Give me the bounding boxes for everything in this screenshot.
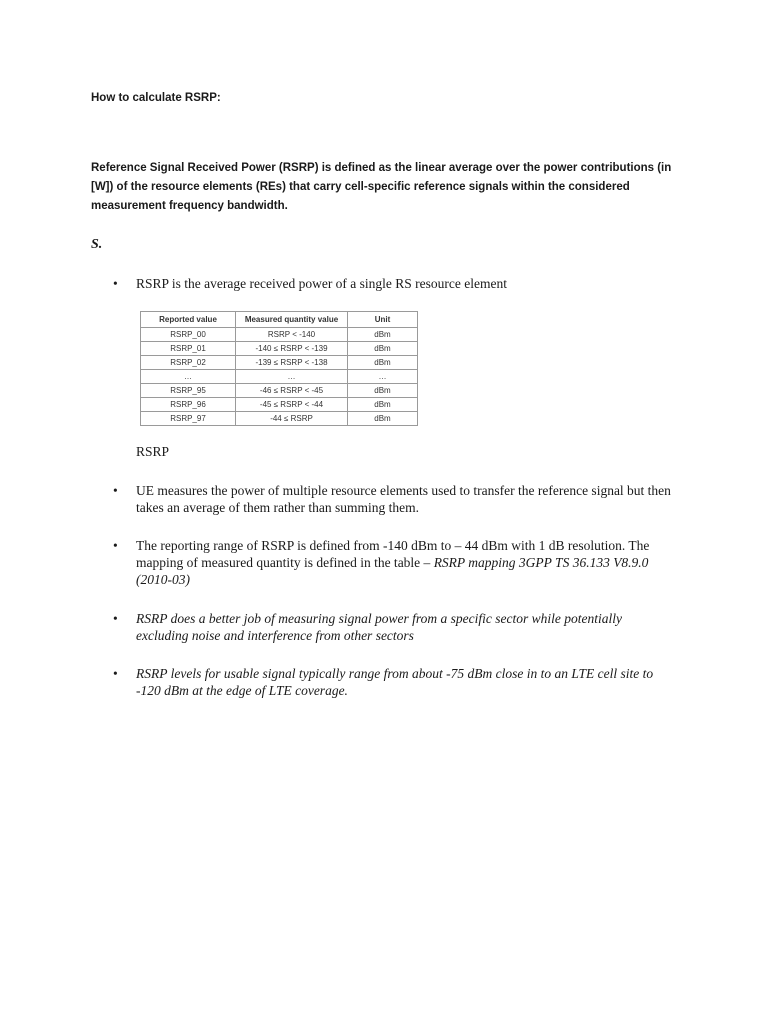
bullet-text: RSRP is the average received power of a single RS resource element [136, 276, 508, 291]
bullet-item-5 [113, 665, 673, 699]
table-cell: RSRP_97 [141, 412, 236, 426]
table-cell: RSRP_00 [141, 328, 236, 342]
table-cell: dBm [348, 356, 418, 370]
table-cell: RSRP_01 [141, 342, 236, 356]
table-row [141, 328, 418, 342]
table-row [141, 356, 418, 370]
bullet-text: RSRP does a better job of measuring signal power from a specific sector while potentially excluding noise and interference from other sectors [136, 611, 622, 643]
column-header-reported-value: Reported value [141, 312, 236, 328]
bullet-icon: • [113, 538, 118, 553]
table-row [141, 342, 418, 356]
table-cell: -139 ≤ RSRP < -138 [236, 356, 348, 370]
bullet-icon: • [113, 483, 118, 498]
table-row [141, 412, 418, 426]
bullet-item-4 [113, 610, 673, 644]
bullet-item-2 [113, 482, 673, 516]
table-cell: RSRP_02 [141, 356, 236, 370]
bullet-text-plain: The reporting range of RSRP is defined from -140 dBm to – 44 dBm with 1 dB resolution. The mapping of measured quantity is defined in the table – [136, 538, 650, 570]
table-cell: RSRP_95 [141, 384, 236, 398]
table-cell: -46 ≤ RSRP < -45 [236, 384, 348, 398]
bullet-text: UE measures the power of multiple resource elements used to transfer the reference signal but then takes an average of them rather than summing them. [136, 483, 671, 515]
table-caption: RSRP [136, 444, 170, 459]
table-cell: dBm [348, 328, 418, 342]
column-header-measured-quantity: Measured quantity value [236, 312, 348, 328]
rsrp-definition [91, 159, 691, 216]
bullet-item-3 [113, 537, 673, 588]
rsrp-mapping-table-wrapper [140, 311, 418, 426]
section-marker: S. [91, 237, 103, 252]
bullet-item-1 [113, 275, 673, 292]
bullet-text [136, 537, 673, 588]
definition-text: is defined as the linear average over the power contributions (in [W]) of the resource elements (REs) that carry cell-specific reference signals within the considered measurement frequency bandwidth. [91, 162, 672, 212]
table-cell: dBm [348, 412, 418, 426]
table-cell: dBm [348, 384, 418, 398]
bullet-icon: • [113, 666, 118, 681]
table-cell: … [348, 370, 418, 384]
table-cell: dBm [348, 342, 418, 356]
table-row [141, 398, 418, 412]
table-cell: … [236, 370, 348, 384]
table-cell: dBm [348, 398, 418, 412]
bullet-text: RSRP levels for usable signal typically range from about -75 dBm close in to an LTE cell site to -120 dBm at the edge of LTE coverage. [136, 666, 654, 698]
bullet-text-reference: RSRP mapping 3GPP TS 36.133 V8.9.0 (2010-03) [136, 555, 649, 587]
definition-term: Reference Signal Received Power (RSRP) [91, 162, 319, 174]
table-cell: RSRP < -140 [236, 328, 348, 342]
bullet-icon: • [113, 611, 118, 626]
table-cell: -44 ≤ RSRP [236, 412, 348, 426]
rsrp-mapping-table [140, 311, 418, 426]
table-row [141, 384, 418, 398]
table-header-row [141, 312, 418, 328]
bullet-icon: • [113, 276, 118, 291]
page-heading: How to calculate RSRP: [91, 92, 221, 104]
table-cell: RSRP_96 [141, 398, 236, 412]
table-row [141, 370, 418, 384]
table-cell: -45 ≤ RSRP < -44 [236, 398, 348, 412]
table-cell: -140 ≤ RSRP < -139 [236, 342, 348, 356]
column-header-unit: Unit [348, 312, 418, 328]
table-cell: … [141, 370, 236, 384]
